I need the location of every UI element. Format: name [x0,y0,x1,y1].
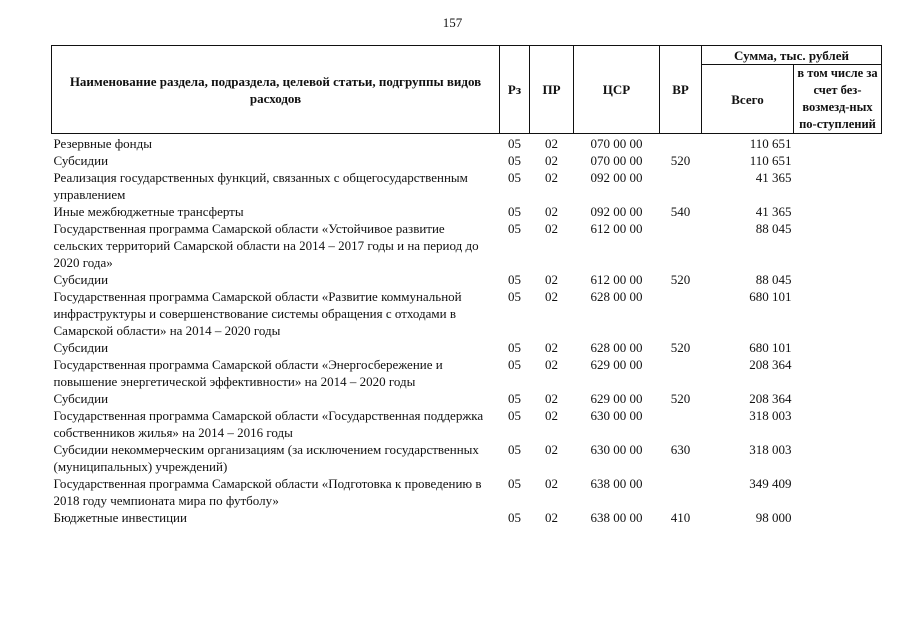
cell-csr: 630 00 00 [590,408,643,423]
cell-rz: 05 [508,153,521,168]
cell-name: Резервные фонды [53,136,152,151]
table-row [52,288,882,339]
table-row [52,509,882,526]
cell-total: 41 365 [755,170,792,185]
header-csr: ЦСР [574,46,660,134]
cell-csr: 612 00 00 [590,221,643,236]
cell-included [794,134,882,153]
cell-rz: 05 [508,391,521,406]
cell-pr: 02 [545,221,558,236]
cell-total: 349 409 [749,476,792,491]
header-total: Всего [702,65,794,134]
cell-included [794,271,882,288]
cell-vr [660,288,702,339]
cell-csr: 629 00 00 [590,391,643,406]
cell-rz: 05 [508,408,521,423]
cell-total: 41 365 [755,204,792,219]
cell-vr [660,220,702,271]
cell-included [794,152,882,169]
cell-vr [660,407,702,441]
cell-rz: 05 [508,357,521,372]
cell-rz: 05 [508,272,521,287]
cell-name: Реализация государственных функций, связанных с общегосударственным управлением [53,170,468,202]
cell-csr: 628 00 00 [590,340,643,355]
cell-rz: 05 [508,476,521,491]
cell-included [794,441,882,475]
header-rz: Рз [500,46,530,134]
table-row [52,339,882,356]
cell-total: 208 364 [749,357,792,372]
cell-vr [660,356,702,390]
table-row [52,356,882,390]
table-body [52,134,882,527]
cell-vr [660,134,702,153]
cell-csr: 638 00 00 [590,510,643,525]
cell-rz: 05 [508,204,521,219]
cell-rz: 05 [508,510,521,525]
cell-pr: 02 [545,408,558,423]
table-row [52,441,882,475]
cell-name: Субсидии [53,340,109,355]
cell-pr: 02 [545,272,558,287]
cell-csr: 092 00 00 [590,170,643,185]
cell-total: 98 000 [755,510,792,525]
cell-rz: 05 [508,289,521,304]
cell-csr: 070 00 00 [590,153,643,168]
cell-included [794,509,882,526]
cell-vr: 630 [670,442,691,457]
cell-csr: 092 00 00 [590,204,643,219]
cell-name: Субсидии некоммерческим организациям (за исключением государственных (муниципальных) учреждений) [53,442,479,474]
cell-included [794,288,882,339]
cell-included [794,475,882,509]
cell-total: 110 651 [749,136,792,151]
cell-pr: 02 [545,170,558,185]
cell-included [794,220,882,271]
cell-pr: 02 [545,391,558,406]
table-row [52,220,882,271]
cell-name: Государственная программа Самарской области «Государственная поддержка собственников жилья» на 2014 – 2016 годы [53,408,484,440]
cell-csr: 630 00 00 [590,442,643,457]
cell-name: Бюджетные инвестиции [53,510,187,525]
table-row [52,407,882,441]
cell-total: 680 101 [749,289,792,304]
cell-csr: 070 00 00 [590,136,643,151]
cell-vr: 520 [670,272,691,287]
cell-included [794,407,882,441]
cell-rz: 05 [508,136,521,151]
header-vr: ВР [660,46,702,134]
cell-pr: 02 [545,510,558,525]
cell-name: Субсидии [53,153,109,168]
table-row [52,271,882,288]
budget-table [51,45,882,526]
cell-pr: 02 [545,357,558,372]
cell-name: Субсидии [53,272,109,287]
cell-pr: 02 [545,340,558,355]
page-number: 157 [442,15,463,30]
cell-name: Государственная программа Самарской области «Устойчивое развитие сельских территорий Самарской области на 2014 – 2017 годы и на период до 2020 года» [53,221,479,270]
cell-rz: 05 [508,442,521,457]
table-row [52,134,882,153]
cell-included [794,356,882,390]
cell-rz: 05 [508,170,521,185]
header-sum: Сумма, тыс. рублей [702,46,882,65]
cell-pr: 02 [545,476,558,491]
cell-vr: 540 [670,204,691,219]
header-included: в том числе за счет без-возмезд-ных по-ступлений [794,65,882,134]
table-header-row-1 [52,46,882,65]
cell-total: 318 003 [749,408,792,423]
cell-pr: 02 [545,204,558,219]
cell-total: 208 364 [749,391,792,406]
cell-vr [660,475,702,509]
cell-name: Государственная программа Самарской области «Подготовка к проведению в 2018 году чемпионата мира по футболу» [53,476,482,508]
cell-vr [660,169,702,203]
cell-vr: 520 [670,340,691,355]
cell-total: 318 003 [749,442,792,457]
cell-total: 680 101 [749,340,792,355]
table-row [52,390,882,407]
cell-name: Государственная программа Самарской области «Энергосбережение и повышение энергетической эффективности» на 2014 – 2020 годы [53,357,443,389]
cell-included [794,203,882,220]
header-name: Наименование раздела, подраздела, целевой статьи, подгруппы видов расходов [52,46,500,134]
cell-rz: 05 [508,340,521,355]
cell-vr: 520 [670,391,691,406]
header-pr: ПР [530,46,574,134]
table-row [52,152,882,169]
cell-vr: 410 [670,510,691,525]
cell-name: Иные межбюджетные трансферты [53,204,244,219]
cell-csr: 638 00 00 [590,476,643,491]
cell-included [794,339,882,356]
cell-rz: 05 [508,221,521,236]
cell-pr: 02 [545,153,558,168]
table-row [52,475,882,509]
table-row [52,203,882,220]
cell-total: 88 045 [755,272,792,287]
cell-csr: 612 00 00 [590,272,643,287]
cell-csr: 628 00 00 [590,289,643,304]
cell-name: Субсидии [53,391,109,406]
cell-total: 110 651 [749,153,792,168]
cell-total: 88 045 [755,221,792,236]
cell-name: Государственная программа Самарской области «Развитие коммунальной инфраструктуры и совершенствование системы обращения с отходами в Самарской области» на 2014 – 2020 годы [53,289,462,338]
cell-vr: 520 [670,153,691,168]
cell-pr: 02 [545,289,558,304]
table-row [52,169,882,203]
cell-pr: 02 [545,136,558,151]
cell-included [794,169,882,203]
cell-included [794,390,882,407]
cell-csr: 629 00 00 [590,357,643,372]
cell-pr: 02 [545,442,558,457]
